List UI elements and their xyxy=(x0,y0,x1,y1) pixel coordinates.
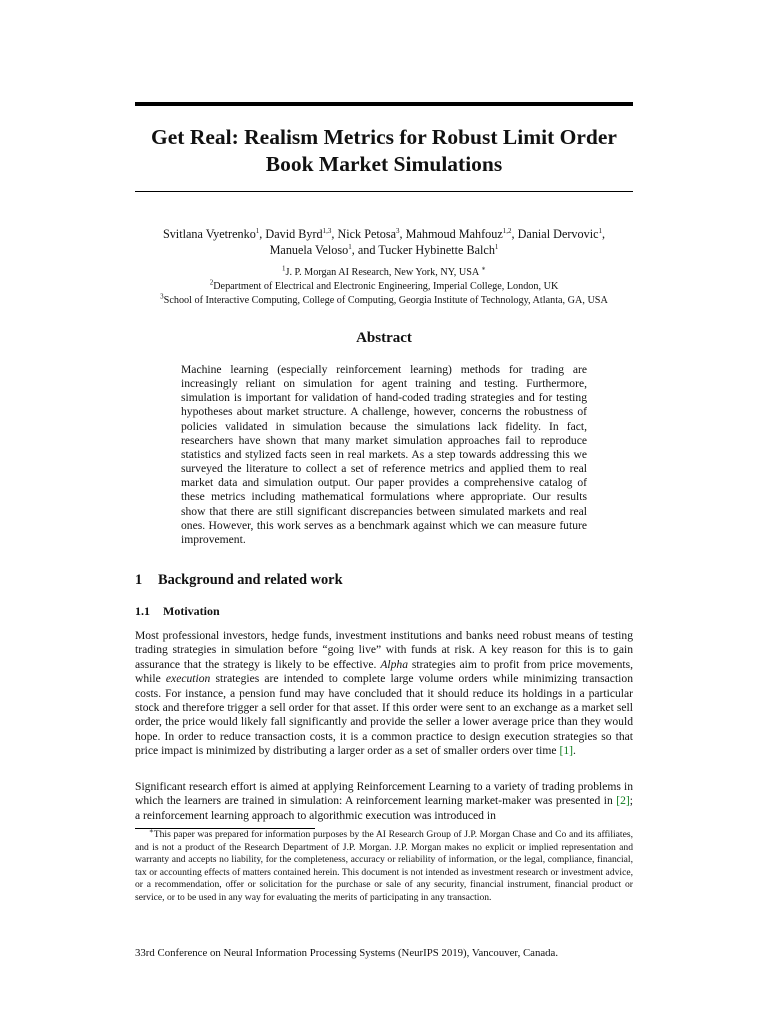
subsection-number: 1.1 xyxy=(135,604,150,618)
section-heading xyxy=(135,572,343,589)
title-line-1: Get Real: Realism Metrics for Robust Limit Order xyxy=(151,125,617,149)
author-name: Mahmoud Mahfouz xyxy=(405,227,503,241)
author-line-1: Svitlana Vyetrenko$^1$, David Byrd$^{1,3}$, Nick Petosa$^3$, Mahmoud Mahfouz$^{1,2}$, Danial Dervovic$^1$, xyxy=(162,226,606,241)
author-name: Manuela Veloso xyxy=(269,243,349,257)
paper-title xyxy=(135,124,633,178)
footnote xyxy=(135,826,633,904)
conference-footer: 33rd Conference on Neural Information Processing Systems (NeurIPS 2019), Vancouver, Canada. xyxy=(135,947,559,959)
section-title: Background and related work xyxy=(158,572,343,588)
author-affiliation: 1 xyxy=(494,242,499,251)
abstract-body: Machine learning (especially reinforcement learning) methods for trading are increasingly reliant on simulation for agent training and testing. Furthermore, simulation is important for validation of hand-coded trading strategies and for testing hypotheses about market structure. A challenge, however, concerns the robustness of policies validated in simulation because the simulations lack fidelity. In fact, researchers have shown that many market simulation approaches fail to reproduce statistics and stylized facts seen in real markets. As a step towards addressing this we surveyed the literature to collect a set of reference metrics and applied them to real market data and simulation output. Our paper provides a comprehensive catalog of these metrics including mathematical formulations where appropriate. Our results show that there are still significant discrepancies between simulated markets and real ones. However, this work serves as a benchmark against which we can measure future improvement. xyxy=(181,363,587,546)
affiliation-3: $^3$School of Interactive Computing, College of Computing, Georgia Institute of Technology, Atlanta, GA, USA xyxy=(160,292,608,306)
citation-link[interactable]: [1] xyxy=(559,744,573,758)
footnote-mark: ∗ xyxy=(149,826,154,835)
author-affiliation: 1,3 xyxy=(322,226,332,235)
author-affiliation: 1,2 xyxy=(502,226,512,235)
author-list xyxy=(135,226,633,258)
author-affiliation: 1 xyxy=(255,226,260,235)
author-name: Tucker Hybinette Balch xyxy=(378,243,495,257)
paragraph-rl-research: Significant research effort is aimed at applying Reinforcement Learning to a variety of trading problems in which the learners are trained in simulation: A reinforcement learning market-maker was presented in [2]; a reinforcement learning approach to algorithmic execution was introduced in xyxy=(135,780,634,822)
affiliation-2: $^2$Department of Electrical and Electronic Engineering, Imperial College, London, UK xyxy=(209,278,559,292)
title-line-2: Book Market Simulations xyxy=(265,152,503,176)
footnote-mark: ∗ xyxy=(481,264,486,273)
author-name: Nick Petosa xyxy=(337,227,397,241)
subsection-heading xyxy=(135,604,220,619)
author-connector: and xyxy=(357,243,376,257)
author-affiliation: 1 xyxy=(348,242,352,251)
affiliation-list xyxy=(126,266,642,308)
affiliation-1: $^1$J. P. Morgan AI Research, New York, NY, USA ∗ xyxy=(281,264,486,278)
author-affiliation: 1 xyxy=(598,226,602,235)
author-affiliation: 3 xyxy=(396,226,400,235)
author-name: David Byrd xyxy=(265,227,323,241)
paragraph-motivation: Most professional investors, hedge funds, investment institutions and banks need robust means of testing trading strategies in simulation before “going live” with funds at risk. A key reason for this is to gain assurance that the strategy is likely to be effective. Alpha strategies aim to profit from price movements, while execution strategies are intended to complete large volume orders while minimizing transaction costs. For instance, a pension fund may have concluded that it should reduce its holdings in a particular stock and therefore trigger a sell order for that asset. If this order were sent to an exchange as a market sell order, the price would likely fall significantly and provide the seller a lower average price than they would hope. In order to reduce transaction costs, it is a common practice to design execution strategies so that price impact is minimized by distributing a larger order as a set of smaller orders over time [1]. xyxy=(135,629,634,758)
author-name: Danial Dervovic xyxy=(517,227,599,241)
section-number: 1 xyxy=(135,572,143,588)
abstract-heading: Abstract xyxy=(356,330,412,346)
citation-link[interactable]: [2] xyxy=(616,794,630,808)
title-top-rule xyxy=(135,102,633,106)
title-bottom-rule xyxy=(135,191,633,192)
author-line-2: Manuela Veloso$^1$, and Tucker Hybinette Balch$^1$ xyxy=(269,242,499,257)
author-name: Svitlana Vyetrenko xyxy=(162,227,256,241)
footnote-text: This paper was prepared for information purposes by the AI Research Group of J.P. Morgan Chase and Co and its affiliates, and is not a product of the Research Department of J.P. Morgan. J.P. Morgan makes no explicit or implied representation and warranty and accepts no liability, for the completeness, accuracy or reliability of information, or the legal, compliance, financial, tax or accounting effects of matters contained herein. This document is not intended as investment research or investment advice, or a recommendation, offer or solicitation for the purchase or sale of any security, financial instrument, financial product or service, or to be used in any way for evaluating the merits of participating in any transaction. xyxy=(135,829,633,903)
subsection-title: Motivation xyxy=(163,604,220,618)
